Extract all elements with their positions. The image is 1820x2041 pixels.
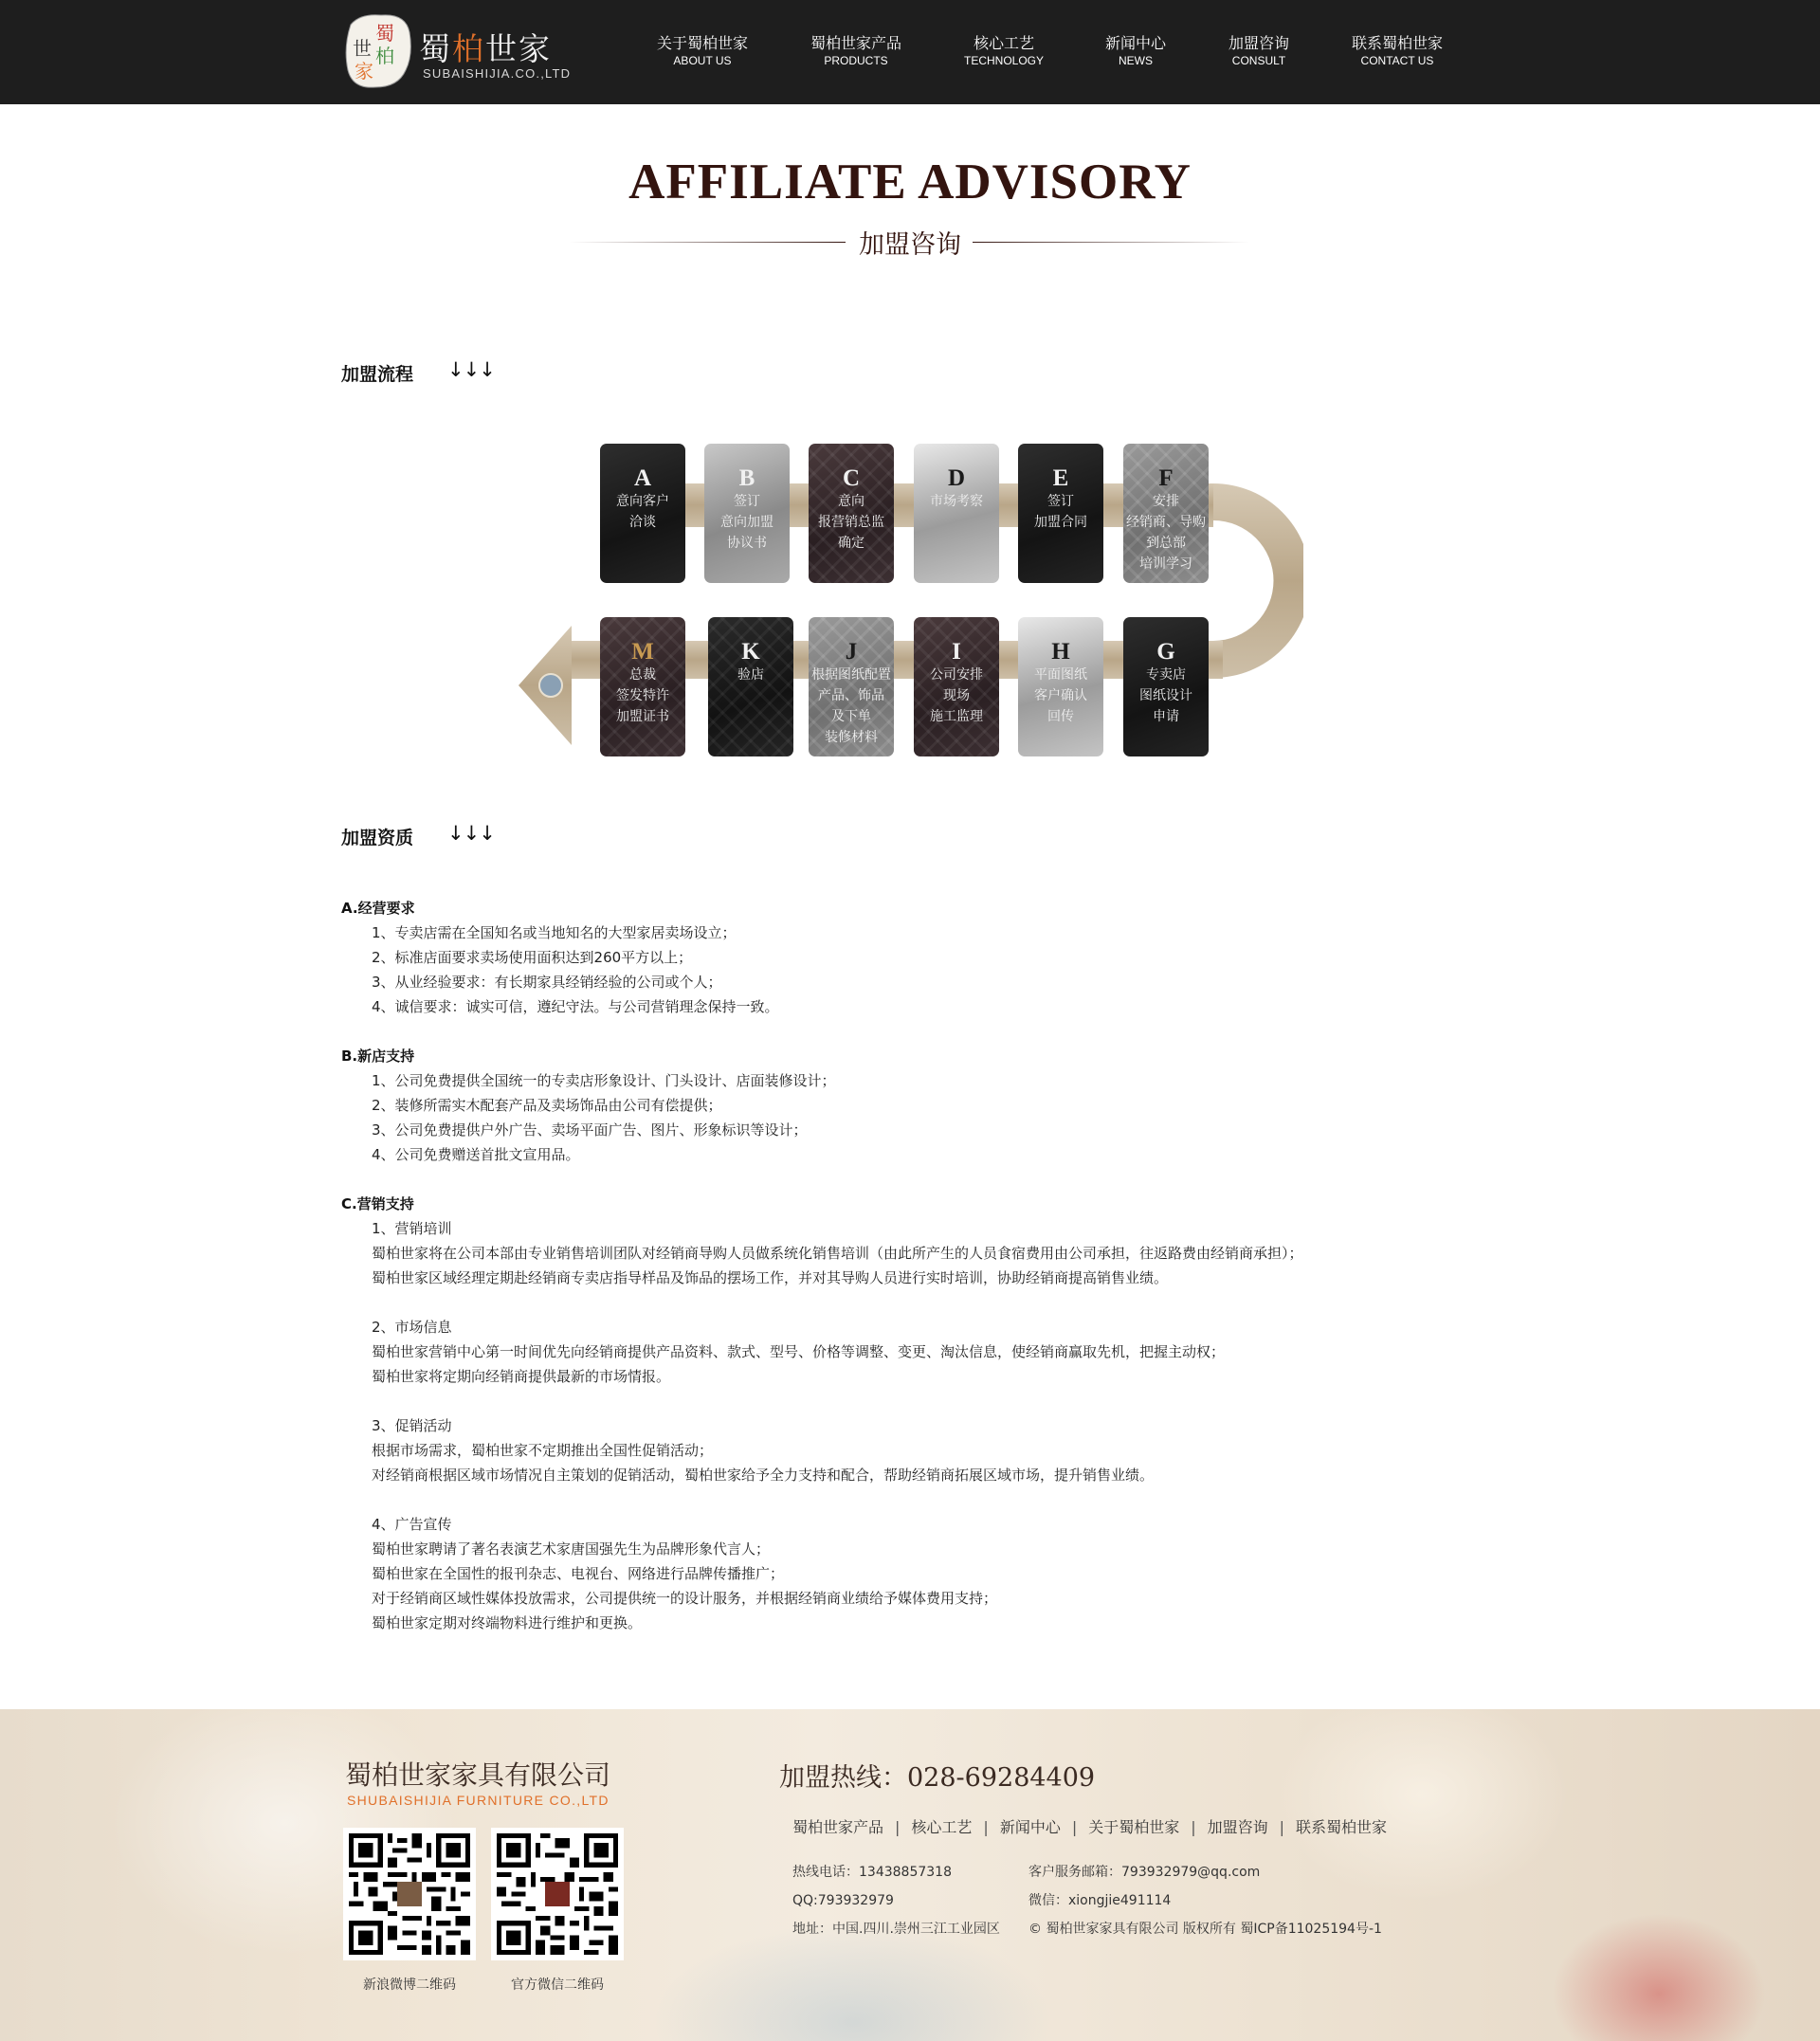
flow-step-h — [1018, 617, 1103, 756]
footer-nav-products[interactable]: 蜀柏世家产品 — [792, 1818, 884, 1836]
step-letter: D — [947, 465, 966, 491]
brand-name-rest: 世家 — [485, 30, 552, 67]
nav-consult[interactable] — [1228, 34, 1289, 68]
flow-track-curve — [1213, 483, 1303, 678]
step-text: 协议书 — [727, 536, 767, 551]
footer-company-name-en: SHUBAISHIJIA FURNITURE CO.,LTD — [347, 1793, 610, 1808]
step-letter: G — [1156, 639, 1175, 665]
step-text: 加盟证书 — [616, 709, 669, 724]
flow-step-j — [809, 617, 894, 756]
footer-nav-contact[interactable]: 联系蜀柏世家 — [1296, 1818, 1388, 1836]
flow-track-top — [607, 483, 1213, 527]
req-c3-title: 3、促销活动 — [372, 1417, 452, 1434]
req-a-item: 3、从业经验要求：有长期家具经销经验的公司或个人； — [372, 974, 722, 991]
step-text: 签订 — [734, 494, 760, 509]
step-text: 回传 — [1047, 709, 1074, 724]
nav-about-en: ABOUT US — [673, 54, 732, 67]
step-text: 现场 — [943, 688, 970, 703]
footer-email: 客户服务邮箱：793932979@qq.com — [1028, 1865, 1261, 1880]
step-text: 客户确认 — [1034, 688, 1087, 703]
step-text: 意向加盟 — [720, 515, 774, 530]
step-letter: J — [845, 639, 858, 665]
req-c1-line: 蜀柏世家区域经理定期赴经销商专卖店指导样品及饰品的摆场工作，并对其导购人员进行实时培训，协助经销商提高销售业绩。 — [372, 1269, 1169, 1286]
req-c-title: C.营销支持 — [341, 1195, 414, 1212]
flow-step-e — [1018, 444, 1103, 583]
nav-technology[interactable] — [964, 34, 1044, 68]
brand-name-char-1: 蜀 — [419, 30, 452, 67]
footer-nav-consult[interactable]: 加盟咨询 — [1207, 1818, 1268, 1836]
footer-company-name: 蜀柏世家家具有限公司 — [345, 1759, 611, 1791]
step-text: 平面图纸 — [1034, 667, 1087, 683]
step-letter: B — [738, 465, 755, 491]
step-text: 加盟合同 — [1034, 515, 1087, 530]
step-text: 申请 — [1153, 709, 1179, 724]
step-letter: A — [633, 465, 652, 491]
step-text: 根据图纸配置 — [811, 667, 891, 683]
step-text: 图纸设计 — [1139, 688, 1192, 703]
step-text: 装修材料 — [825, 730, 878, 745]
flow-step-g — [1123, 617, 1209, 756]
nav-products-en: PRODUCTS — [824, 54, 888, 67]
nav-consult-cn: 加盟咨询 — [1228, 34, 1290, 52]
step-text: 报营销总监 — [818, 515, 884, 530]
footer-nav-technology[interactable]: 核心工艺 — [911, 1818, 973, 1836]
wechat-qr-code[interactable] — [491, 1828, 624, 1960]
step-text: 施工监理 — [930, 709, 983, 724]
svg-text:柏: 柏 — [375, 45, 394, 67]
flow-step-f — [1123, 444, 1209, 583]
footer-contact-right — [1028, 1858, 1382, 1943]
req-c4-line: 对于经销商区域性媒体投放需求，公司提供统一的设计服务，并根据经销商业绩给予媒体费用支持； — [372, 1590, 998, 1607]
req-c1-line: 蜀柏世家将在公司本部由专业销售培训团队对经销商导购人员做系统化销售培训（由此所产生的人员食宿费用由公司承担，往返路费由经销商承担）； — [372, 1245, 1303, 1262]
req-a-item: 1、专卖店需在全国知名或当地知名的大型家居卖场设立； — [372, 924, 737, 941]
flow-step-c — [809, 444, 894, 583]
qr-code-icon — [349, 1833, 470, 1955]
step-letter: F — [1158, 465, 1174, 491]
req-c3-line: 根据市场需求，蜀柏世家不定期推出全国性促销活动； — [372, 1442, 714, 1459]
brand-name-en: SUBAISHIJIA.CO.,LTD — [423, 66, 572, 81]
step-text: 意向 — [838, 494, 864, 509]
nav-contact[interactable] — [1352, 34, 1443, 68]
flow-step-d — [914, 444, 999, 583]
step-text: 市场考察 — [930, 494, 983, 509]
footer-nav-separator: | — [1279, 1818, 1285, 1836]
step-text: 意向客户 — [616, 494, 669, 509]
footer-nav-about[interactable]: 关于蜀柏世家 — [1088, 1818, 1180, 1836]
req-b-item: 1、公司免费提供全国统一的专卖店形象设计、门头设计、店面装修设计； — [372, 1072, 836, 1089]
footer-nav-separator: | — [1191, 1818, 1196, 1836]
step-letter: I — [952, 639, 961, 665]
flow-step-k — [708, 617, 793, 756]
step-text: 到总部 — [1146, 536, 1186, 551]
footer-nav — [792, 1815, 1387, 1837]
req-c2-line: 蜀柏世家将定期向经销商提供最新的市场情报。 — [372, 1368, 671, 1385]
step-text: 及下单 — [831, 709, 871, 724]
svg-text:蜀: 蜀 — [375, 22, 394, 45]
title-divider-right — [973, 242, 1249, 243]
step-text: 专卖店 — [1146, 667, 1186, 683]
step-letter: K — [741, 639, 760, 665]
footer-nav-separator: | — [895, 1818, 901, 1836]
step-text: 验店 — [737, 667, 764, 683]
req-a-title: A.经营要求 — [341, 900, 415, 917]
qualification-arrows-icon: ↓↓↓ — [447, 822, 495, 845]
step-text: 洽谈 — [629, 515, 656, 530]
footer-nav-separator: | — [983, 1818, 989, 1836]
step-text: 培训学习 — [1139, 556, 1192, 572]
site-header — [0, 0, 1820, 104]
req-c2-line: 蜀柏世家营销中心第一时间优先向经销商提供产品资料、款式、型号、价格等调整、变更、淘汰信息，使经销商赢取先机，把握主动权； — [372, 1343, 1226, 1360]
page-title-cn: 加盟咨询 — [859, 230, 961, 260]
nav-news-en: NEWS — [1118, 54, 1153, 67]
svg-text:家: 家 — [355, 60, 373, 82]
nav-contact-en: CONTACT US — [1360, 54, 1434, 67]
svg-text:世: 世 — [353, 37, 372, 60]
qualification-content — [341, 896, 1479, 1635]
req-c4-line: 蜀柏世家定期对终端物料进行维护和更换。 — [372, 1614, 643, 1631]
step-letter: H — [1051, 639, 1070, 665]
req-c4-line: 蜀柏世家在全国性的报刊杂志、电视台、网络进行品牌传播推广； — [372, 1565, 785, 1582]
nav-products[interactable] — [810, 34, 901, 68]
nav-contact-cn: 联系蜀柏世家 — [1351, 34, 1444, 52]
req-b-item: 4、公司免费赠送首批文宣用品。 — [372, 1146, 580, 1163]
footer-qq: QQ:793932979 — [792, 1893, 894, 1908]
req-b-item: 3、公司免费提供户外广告、卖场平面广告、图片、形象标识等设计； — [372, 1121, 808, 1139]
req-c1-title: 1、营销培训 — [372, 1220, 452, 1237]
weibo-qr-code[interactable] — [343, 1828, 476, 1960]
nav-technology-en: TECHNOLOGY — [963, 54, 1045, 67]
step-text: 经销商、导购 — [1126, 515, 1206, 530]
brand-name-char-2: 柏 — [452, 30, 485, 67]
nav-news-cn: 新闻中心 — [1104, 34, 1167, 52]
qualification-heading: 加盟资质 — [341, 828, 414, 848]
flow-step-m — [600, 617, 685, 756]
nav-products-cn: 蜀柏世家产品 — [810, 34, 902, 52]
nav-technology-cn: 核心工艺 — [973, 34, 1035, 52]
step-letter: E — [1052, 465, 1069, 491]
process-flow-diagram — [517, 436, 1303, 768]
footer-phone: 热线电话：13438857318 — [792, 1865, 952, 1880]
flow-step-i — [914, 617, 999, 756]
step-text: 公司安排 — [930, 667, 983, 683]
site-footer — [0, 1709, 1820, 2041]
nav-about[interactable] — [657, 34, 748, 68]
req-b-item: 2、装修所需实木配套产品及卖场饰品由公司有偿提供； — [372, 1097, 722, 1114]
nav-consult-en: CONSULT — [1231, 54, 1286, 67]
step-letter: C — [842, 465, 861, 491]
footer-address: 地址：中国.四川.崇州三江工业园区 — [792, 1922, 1000, 1937]
footer-wechat: 微信：xiongjie491114 — [1028, 1893, 1172, 1908]
step-text: 产品、饰品 — [818, 688, 884, 703]
page-title-en: AFFILIATE ADVISORY — [628, 155, 1192, 210]
step-text: 安排 — [1153, 494, 1179, 509]
step-letter: M — [631, 639, 654, 665]
wechat-qr-caption: 官方微信二维码 — [511, 1977, 604, 1993]
weibo-qr-caption: 新浪微博二维码 — [363, 1977, 456, 1993]
flow-step-a — [600, 444, 685, 583]
nav-news[interactable] — [1105, 34, 1166, 68]
nav-about-cn: 关于蜀柏世家 — [656, 34, 749, 52]
step-text: 确定 — [838, 536, 864, 551]
req-c4-line: 蜀柏世家聘请了著名表演艺术家唐国强先生为品牌形象代言人； — [372, 1540, 771, 1558]
step-text: 签发特许 — [616, 688, 669, 703]
req-c3-line: 对经销商根据区域市场情况自主策划的促销活动，蜀柏世家给予全力支持和配合，帮助经销商拓展区域市场，提升销售业绩。 — [372, 1467, 1155, 1484]
footer-nav-separator: | — [1071, 1818, 1078, 1836]
footer-contact-left — [792, 1858, 1000, 1943]
footer-hotline: 加盟热线：028-69284409 — [779, 1763, 1096, 1793]
req-b-title: B.新店支持 — [341, 1048, 415, 1065]
flow-globe-icon — [539, 674, 562, 697]
flow-step-b — [704, 444, 790, 583]
process-arrows-icon: ↓↓↓ — [447, 358, 495, 381]
step-text: 签订 — [1047, 494, 1074, 509]
step-text: 总裁 — [629, 667, 656, 683]
req-a-item: 2、标准店面要求卖场使用面积达到260平方以上； — [372, 949, 693, 966]
footer-copyright: © 蜀柏世家家具有限公司 版权所有 蜀ICP备11025194号-1 — [1028, 1922, 1382, 1937]
process-heading: 加盟流程 — [341, 364, 414, 385]
qr-code-icon — [497, 1833, 618, 1955]
req-c4-title: 4、广告宣传 — [372, 1516, 452, 1533]
req-c2-title: 2、市场信息 — [372, 1319, 452, 1336]
footer-nav-news[interactable]: 新闻中心 — [999, 1818, 1061, 1836]
main-nav — [0, 34, 1820, 72]
req-a-item: 4、诚信要求：诚实可信，遵纪守法。与公司营销理念保持一致。 — [372, 998, 779, 1015]
